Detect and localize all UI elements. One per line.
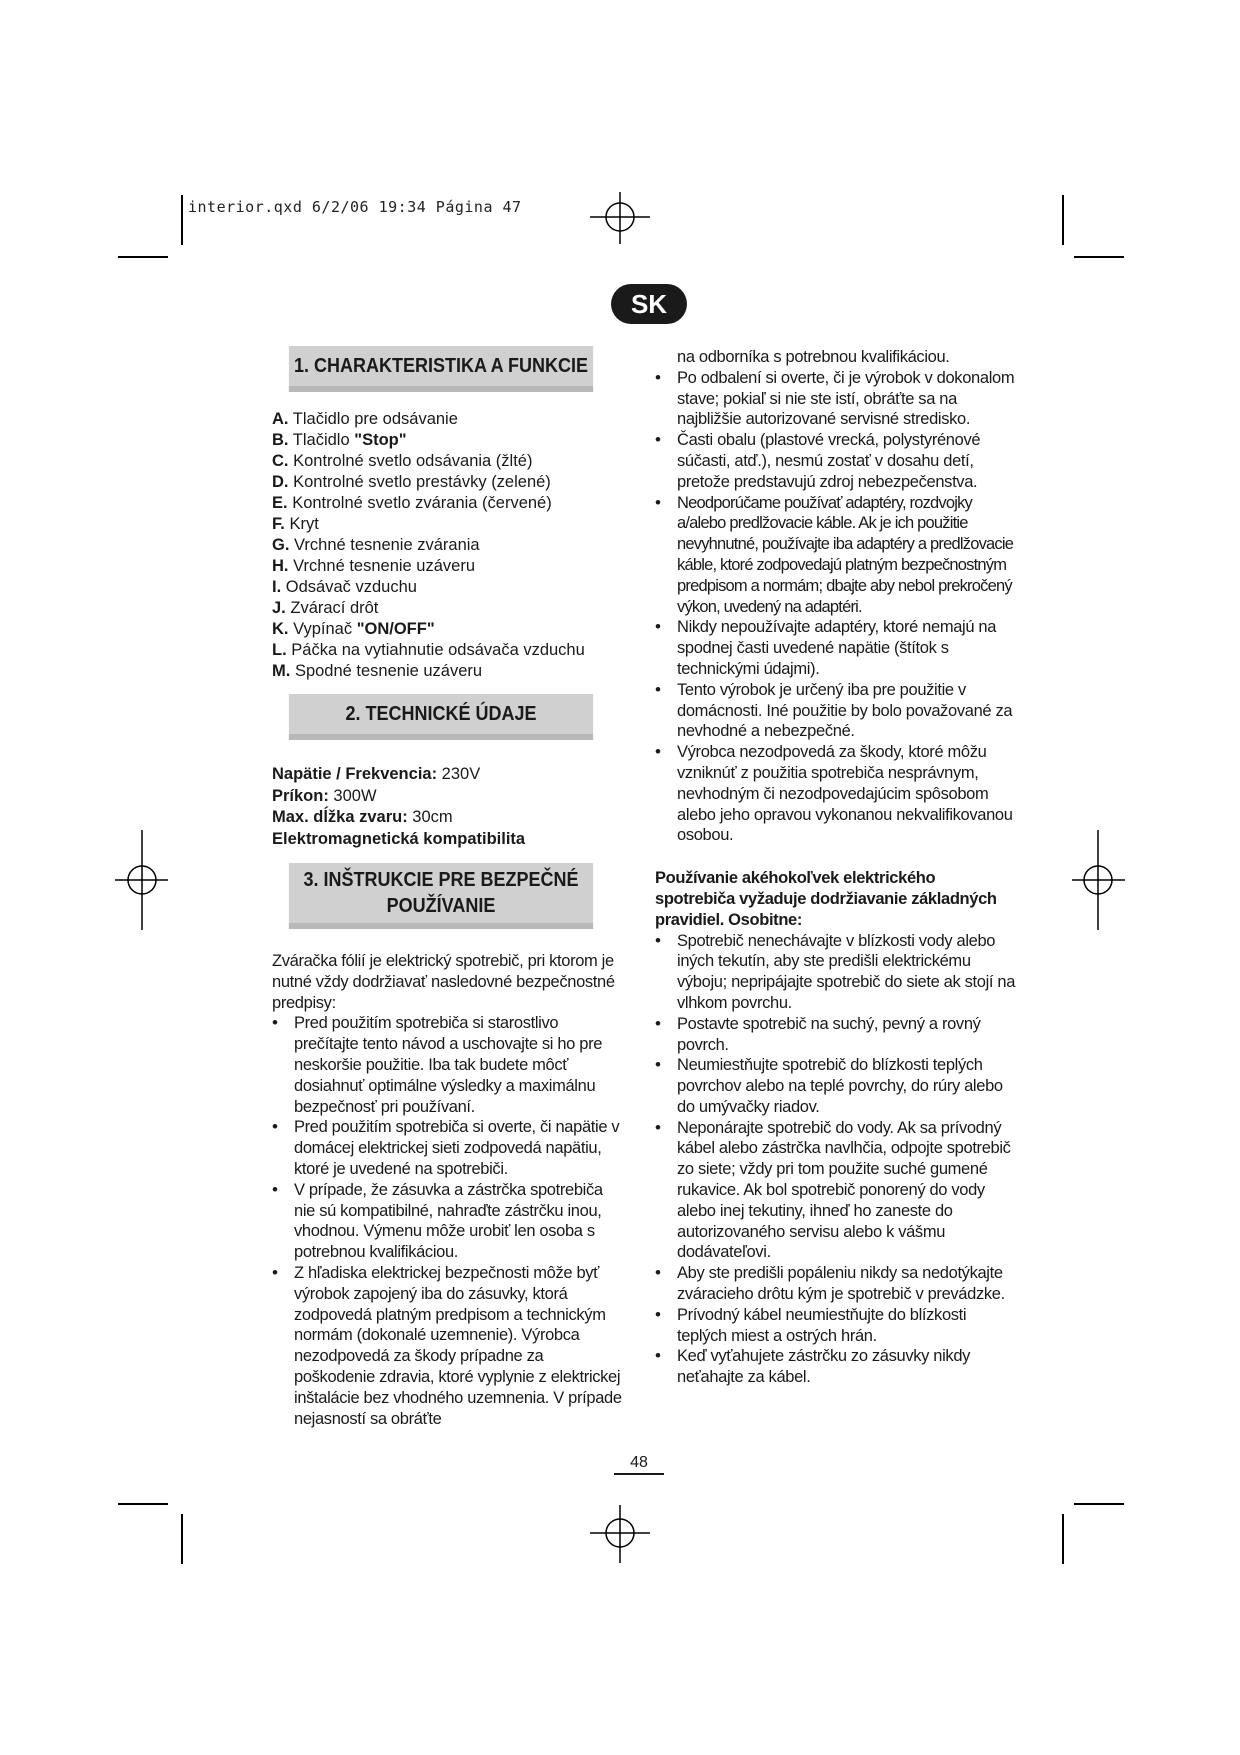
list-item: • V prípade, že zásuvka a zástrčka spotrebiča nie sú kompatibilné, nahraďte zástrčku inou, vhodnou. Výmenu môže urobiť len osoba s potrebnou kvalifikáciou. xyxy=(272,1180,624,1263)
safety-intro: Zváračka fólií je elektrický spotrebič, pri ktorom je nutné vždy dodržiavať nasledovné bezpečnostné predpisy: xyxy=(272,952,615,1012)
list-item: B. Tlačidlo "Stop" xyxy=(272,431,407,449)
list-item: I. Odsávač vzduchu xyxy=(272,578,417,596)
list-item: D. Kontrolné svetlo prestávky (zelené) xyxy=(272,473,551,491)
list-item: K. Vypínač "ON/OFF" xyxy=(272,620,435,638)
list-item: • Keď vyťahujete zástrčku zo zásuvky nikdy neťahajte za kábel. xyxy=(655,1346,1017,1388)
list-item: • Aby ste predišli popáleniu nikdy sa nedotýkajte zváracieho drôtu kým je spotrebič v prevádzke. xyxy=(655,1263,1017,1305)
list-item: • Po odbalení si overte, či je výrobok v dokonalom stave; pokiaľ si nie ste istí, obráťte sa na najbližšie autorizované servisné stredisko. xyxy=(655,368,1017,430)
feature-list xyxy=(272,409,632,682)
list-item: M. Spodné tesnenie uzáveru xyxy=(272,662,483,680)
list-item: • Neumiestňujte spotrebič do blízkosti teplých povrchov alebo na teplé povrchy, do rúry alebo do umývačky riadov. xyxy=(655,1055,1017,1117)
list-item: • Pred použitím spotrebiča si overte, či napätie v domácej elektrickej sieti zodpovedá napätiu, ktoré je uvedené na spotrebiči. xyxy=(272,1117,624,1179)
list-item: • Prívodný kábel neumiestňujte do blízkosti teplých miest a ostrých hrán. xyxy=(655,1305,1017,1347)
list-item: A. Tlačidlo pre odsávanie xyxy=(272,410,458,428)
crop-mark xyxy=(181,195,183,245)
crop-mark xyxy=(1062,1514,1064,1564)
print-slug: interior.qxd 6/2/06 19:34 Página 47 xyxy=(188,198,522,216)
crop-mark xyxy=(1074,256,1124,258)
list-item: • Z hľadiska elektrickej bezpečnosti môže byť výrobok zapojený iba do zásuvky, ktorá zodpovedá platným predpisom a technickým normám (dokonalé uzemnenie). Výrobca nezodpovedá za škody prípadne za poškodenie zdravia, ktoré vyplynie z elektrickej inštalácie bez vhodného uzemnenia. V prípade nejasností sa obráťte xyxy=(272,1263,624,1429)
crop-mark xyxy=(1074,1503,1124,1505)
tech-data xyxy=(272,764,622,850)
list-item: H. Vrchné tesnenie uzáveru xyxy=(272,557,476,575)
registration-mark-right-icon xyxy=(1070,830,1130,930)
section-1-title: 1. CHARAKTERISTIKA A FUNKCIE xyxy=(289,346,593,392)
list-item: E. Kontrolné svetlo zvárania (červené) xyxy=(272,494,552,512)
registration-mark-left-icon xyxy=(110,830,170,930)
emc-row: Elektromagnetická kompatibilita xyxy=(272,829,526,848)
section-2-title: 2. TECHNICKÉ ÚDAJE xyxy=(289,694,593,740)
registration-mark-top-icon xyxy=(570,192,670,252)
list-item: F. Kryt xyxy=(272,515,319,533)
safety-bullets-left xyxy=(272,1013,624,1429)
list-item: • Nikdy nepoužívajte adaptéry, ktoré nemajú na spodnej časti uvedené napätie (štítok s technickými údajmi). xyxy=(655,617,1017,679)
power-row: Príkon: 300W xyxy=(272,786,377,805)
voltage-row: Napätie / Frekvencia: 230V xyxy=(272,765,481,783)
list-item: • Výrobca nezodpovedá za škody, ktoré môžu vzniknúť z použitia spotrebiča nesprávnym, nevhodným či nezodpovedajúcim spôsobom alebo jeho opravou vykonanou nekvalifikovanou osobou. xyxy=(655,742,1017,846)
crop-mark xyxy=(118,256,168,258)
list-item: • Tento výrobok je určený iba pre použitie v domácnosti. Iné použitie by bolo považované za nevhodné a nebezpečné. xyxy=(655,680,1017,742)
list-item: • Postavte spotrebič na suchý, pevný a rovný povrch. xyxy=(655,1014,1017,1056)
usage-bullets xyxy=(655,931,1017,1389)
crop-mark xyxy=(1062,195,1064,245)
list-item: • Neodporúčame používať adaptéry, rozdvojky a/alebo predlžovacie káble. Ak je ich použitie nevyhnutné, používajte iba adaptéry a predlžovacie káble, ktoré zodpovedajú platným bezpečnostným predpisom a normám; dbajte aby nebol prekročený výkon, uvedený na adaptéri. xyxy=(655,493,1017,618)
crop-mark xyxy=(118,1503,168,1505)
section-3-title: 3. INŠTRUKCIE PRE BEZPEČNÉ POUŽÍVANIE xyxy=(289,863,593,929)
language-badge: SK xyxy=(611,284,687,324)
safety-bullets-right xyxy=(655,368,1017,846)
list-item: • Spotrebič nenechávajte v blízkosti vody alebo iných tekutín, aby ste predišli elektrickému výboju; nepripájajte spotrebič do siete ak stojí na vlhkom povrchu. xyxy=(655,931,1017,1014)
usage-heading: Používanie akéhokoľvek elektrického spotrebiča vyžaduje dodržiavanie základných pravidiel. Osobitne: xyxy=(655,869,997,929)
list-item: • Časti obalu (plastové vrecká, polystyrénové súčasti, atď.), nesmú zostať v dosahu detí, pretože predstavujú zdroj nebezpečenstva. xyxy=(655,430,1017,492)
list-item: C. Kontrolné svetlo odsávania (žlté) xyxy=(272,452,533,470)
list-item: G. Vrchné tesnenie zvárania xyxy=(272,536,480,554)
registration-mark-bottom-icon xyxy=(570,1505,670,1565)
list-item: J. Zvárací drôt xyxy=(272,599,379,617)
list-item: • Pred použitím spotrebiča si starostlivo prečítajte tento návod a uschovajte si ho pre neskoršie použitie. Iba tak budete môcť dosiahnuť optimálne výsledky a maximálnu bezpečnosť pri používaní. xyxy=(272,1013,624,1117)
continuation-text: na odborníka s potrebnou kvalifikáciou. xyxy=(677,348,950,366)
safety-right-column xyxy=(655,347,1017,1388)
safety-left-column xyxy=(272,951,624,1429)
crop-mark xyxy=(181,1514,183,1564)
list-item: L. Páčka na vytiahnutie odsávača vzduchu xyxy=(272,641,585,659)
length-row: Max. dĺžka zvaru: 30cm xyxy=(272,808,453,826)
page-number: 48 xyxy=(614,1453,664,1475)
list-item: • Neponárajte spotrebič do vody. Ak sa prívodný kábel alebo zástrčka navlhčia, odpojte spotrebič zo siete; vždy pri tom použite suché gumené rukavice. Ak bol spotrebič ponorený do vody alebo inej tekutiny, ihneď ho zaneste do autorizovaného servisu alebo k vášmu dodávateľovi. xyxy=(655,1118,1017,1264)
